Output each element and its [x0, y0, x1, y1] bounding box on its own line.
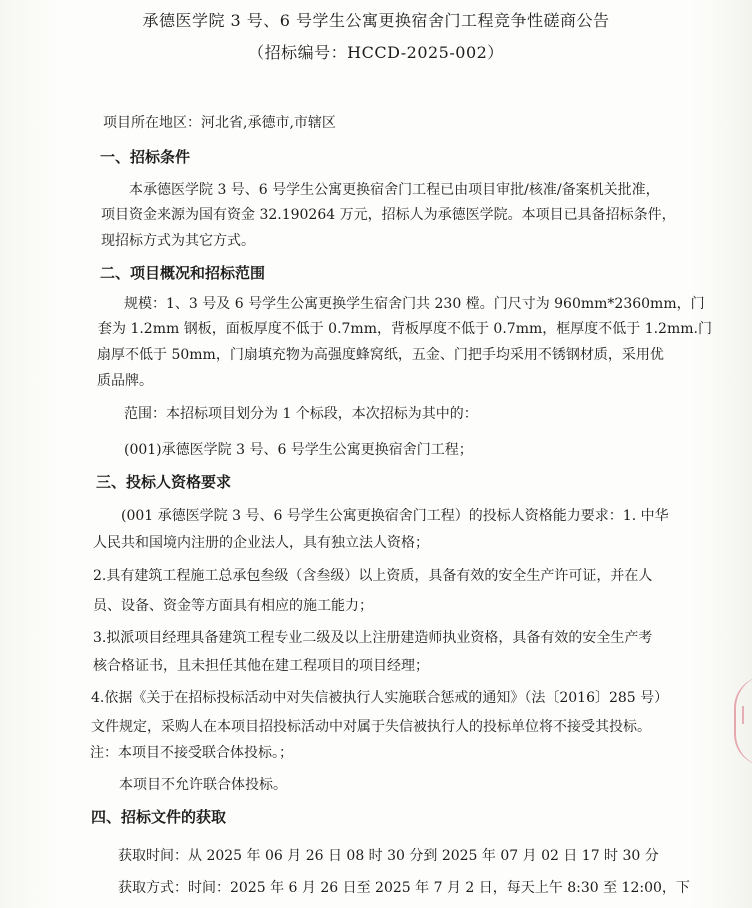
paragraph-line: (001 承德医学院 3 号、6 号学生公寓更换宿舍门工程）的投标人资格能力要求：1. 中华 — [121, 508, 669, 524]
section-heading-bidder-qualifications: 三、投标人资格要求 — [96, 473, 232, 491]
red-seal-edge — [734, 676, 752, 766]
document-title: 承德医学院 3 号、6 号学生公寓更换宿舍门工程竞争性磋商公告 — [142, 11, 610, 30]
section-heading-document-acquisition: 四、招标文件的获取 — [91, 808, 227, 826]
scope-line: 范围：本招标项目划分为 1 个标段，本次招标为其中的： — [124, 406, 478, 422]
acquisition-time: 获取时间：从 2025 年 06 月 26 日 08 时 30 分到 2025 年 07 月 02 日 17 时 30 分 — [118, 848, 659, 864]
note-line: 本项目不允许联合体投标。 — [119, 777, 287, 793]
paragraph-line: 核合格证书，且未担任其他在建工程项目的项目经理； — [93, 658, 429, 674]
paragraph-line: 扇厚不低于 50mm，门扇填充物为高强度蜂窝纸，五金、门把手均采用不锈钢材质，采用优 — [97, 347, 664, 363]
paragraph-line: 质品牌。 — [97, 373, 153, 389]
paragraph-line: 文件规定，采购人在本项目招投标活动中对属于失信被执行人的投标单位将不接受其投标。 — [91, 719, 651, 735]
bid-number: （招标编号：HCCD-2025-002） — [248, 43, 504, 62]
paragraph-line: 项目资金来源为国有资金 32.190264 万元，招标人为承德医学院。本项目已具备招标条件， — [101, 207, 676, 223]
project-region: 项目所在地区：河北省,承德市,市辖区 — [103, 115, 336, 131]
paragraph-line: 人民共和国境内注册的企业法人，具有独立法人资格； — [93, 535, 429, 551]
acquisition-method: 获取方式：时间：2025 年 6 月 26 日至 2025 年 7 月 2 日，每天上午 8:30 至 12:00，下 — [118, 880, 690, 896]
paragraph-line: 套为 1.2mm 钢板，面板厚度不低于 0.7mm，背板厚度不低于 0.7mm，框厚度不低于 1.2mm.门 — [98, 321, 712, 337]
note-line: 注：本项目不接受联合体投标。； — [90, 745, 293, 761]
paragraph-line: 本承德医学院 3 号、6 号学生公寓更换宿舍门工程已由项目审批/核准/备案机关批准， — [129, 182, 660, 198]
paragraph-line: 4.依据《关于在招标投标活动中对失信被执行人实施联合惩戒的通知》（法〔2016〕285 号） — [91, 690, 669, 706]
paragraph-line: 员、设备、资金等方面具有相应的施工能力； — [93, 598, 373, 614]
section-heading-bidding-conditions: 一、招标条件 — [100, 148, 191, 166]
paragraph-line: 2.具有建筑工程施工总承包叁级（含叁级）以上资质，具备有效的安全生产许可证，并在人 — [93, 568, 653, 584]
section-heading-project-overview: 二、项目概况和招标范围 — [100, 264, 266, 282]
paragraph-line: 规模：1、3 号及 6 号学生公寓更换学生宿舍门共 230 樘。门尺寸为 960mm*2360mm，门 — [124, 296, 705, 312]
lot-line: (001)承德医学院 3 号、6 号学生公寓更换宿舍门工程； — [124, 442, 473, 458]
paragraph-line: 现招标方式为其它方式。 — [101, 233, 255, 249]
paragraph-line: 3.拟派项目经理具备建筑工程专业二级及以上注册建造师执业资格，具备有效的安全生产考 — [93, 630, 653, 646]
